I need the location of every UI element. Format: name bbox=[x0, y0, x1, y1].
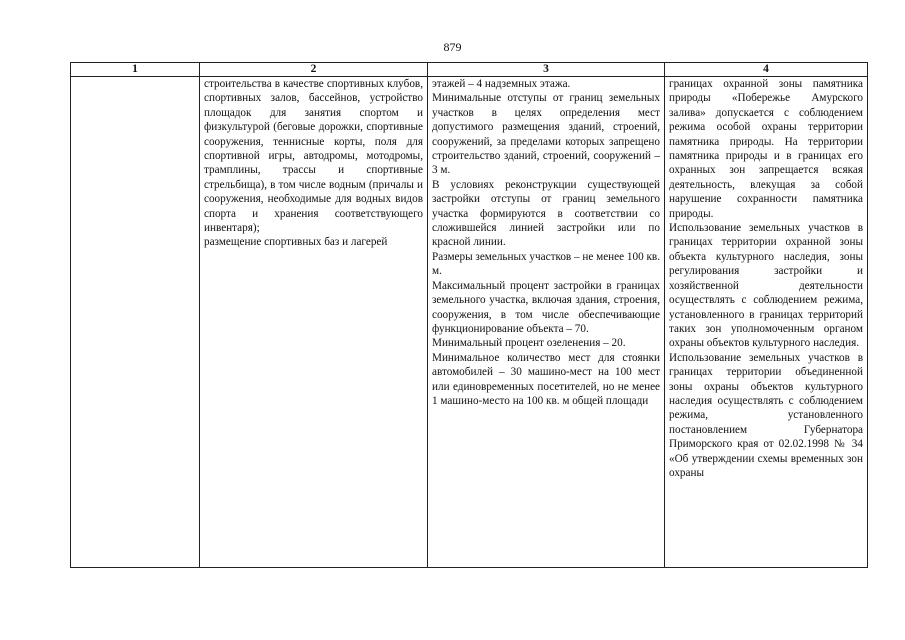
col4-paragraph: Использование земельных участков в границах территории охранной зоны объекта культурного наследия, зоны регулирования застройки и хозяйственной деятельности осуществлять с соблюдением режима, установленного в границах территорий таких зон уполномоченным органом охраны объектов культурного наследия. bbox=[669, 222, 863, 350]
cell-col-2 bbox=[200, 77, 428, 568]
cell-col-4 bbox=[665, 77, 868, 568]
col2-paragraph: строительства в качестве спортивных клубов, спортивных залов, бассейнов, устройство площадок для занятия спортом и физкультурой (беговые дорожки, спортивные сооружения, теннисные корты, поля для спортивной игры, автодромы, мотодромы, трамплины, трассы и спортивные стрельбища), в том числе водным (причалы и сооружения, необходимые для водных видов спорта и хранения соответствующего инвентаря); bbox=[204, 78, 423, 235]
page-number: 879 bbox=[443, 40, 462, 54]
table-header-row bbox=[71, 63, 868, 77]
table-row bbox=[71, 77, 868, 568]
column-header-3: 3 bbox=[428, 63, 665, 77]
col3-paragraph: этажей – 4 надземных этажа. bbox=[432, 78, 571, 90]
cell-col-3 bbox=[428, 77, 665, 568]
col2-paragraph: размещение спортивных баз и лагерей bbox=[204, 236, 388, 249]
column-header-4: 4 bbox=[665, 63, 868, 77]
col4-paragraph: Использование земельных участков в границах территории объединенной зоны охраны объектов культурного наследия осуществлять с соблюдением режима, установленного постановлением Губернатора Приморского края от 02.02.1998 № 34 «Об утверждении схемы временных зон охраны bbox=[669, 351, 863, 479]
col3-paragraph: В условиях реконструкции существующей застройки отступы от границ земельного участка формируются в соответствии со сложившейся линией застройки или по красной линии. bbox=[432, 178, 660, 249]
col3-paragraph: Минимальное количество мест для стоянки автомобилей – 30 машино-мест на 100 мест или единовременных посетителей, но не менее 1 машино-место на 100 кв. м общей площади bbox=[432, 351, 660, 407]
column-header-2: 2 bbox=[200, 63, 428, 77]
col4-paragraph: границах охранной зоны памятника природы «Побережье Амурского залива» допускается с соблюдением режима особой охраны территории памятника природы. На территории памятника природы и в границах его охранных зон запрещается всякая деятельность, влекущая за собой нарушение сохранности памятника природы. bbox=[669, 78, 863, 220]
col3-paragraph: Максимальный процент застройки в границах земельного участка, включая здания, строения, сооружения, в том числе обеспечивающие функционирование объекта – 70. bbox=[432, 279, 660, 335]
col3-paragraph: Минимальные отступы от границ земельных участков в целях определения мест допустимого размещения зданий, строений, сооружений, за пределами которых запрещено строительство зданий, строений, сооружений – 3 м. bbox=[432, 92, 660, 177]
column-header-1: 1 bbox=[71, 63, 200, 77]
col3-paragraph: Размеры земельных участков – не менее 100 кв. м. bbox=[432, 250, 660, 278]
col3-paragraph: Минимальный процент озеленения – 20. bbox=[432, 337, 626, 350]
regulations-table bbox=[70, 62, 868, 568]
cell-col-1 bbox=[71, 77, 200, 568]
